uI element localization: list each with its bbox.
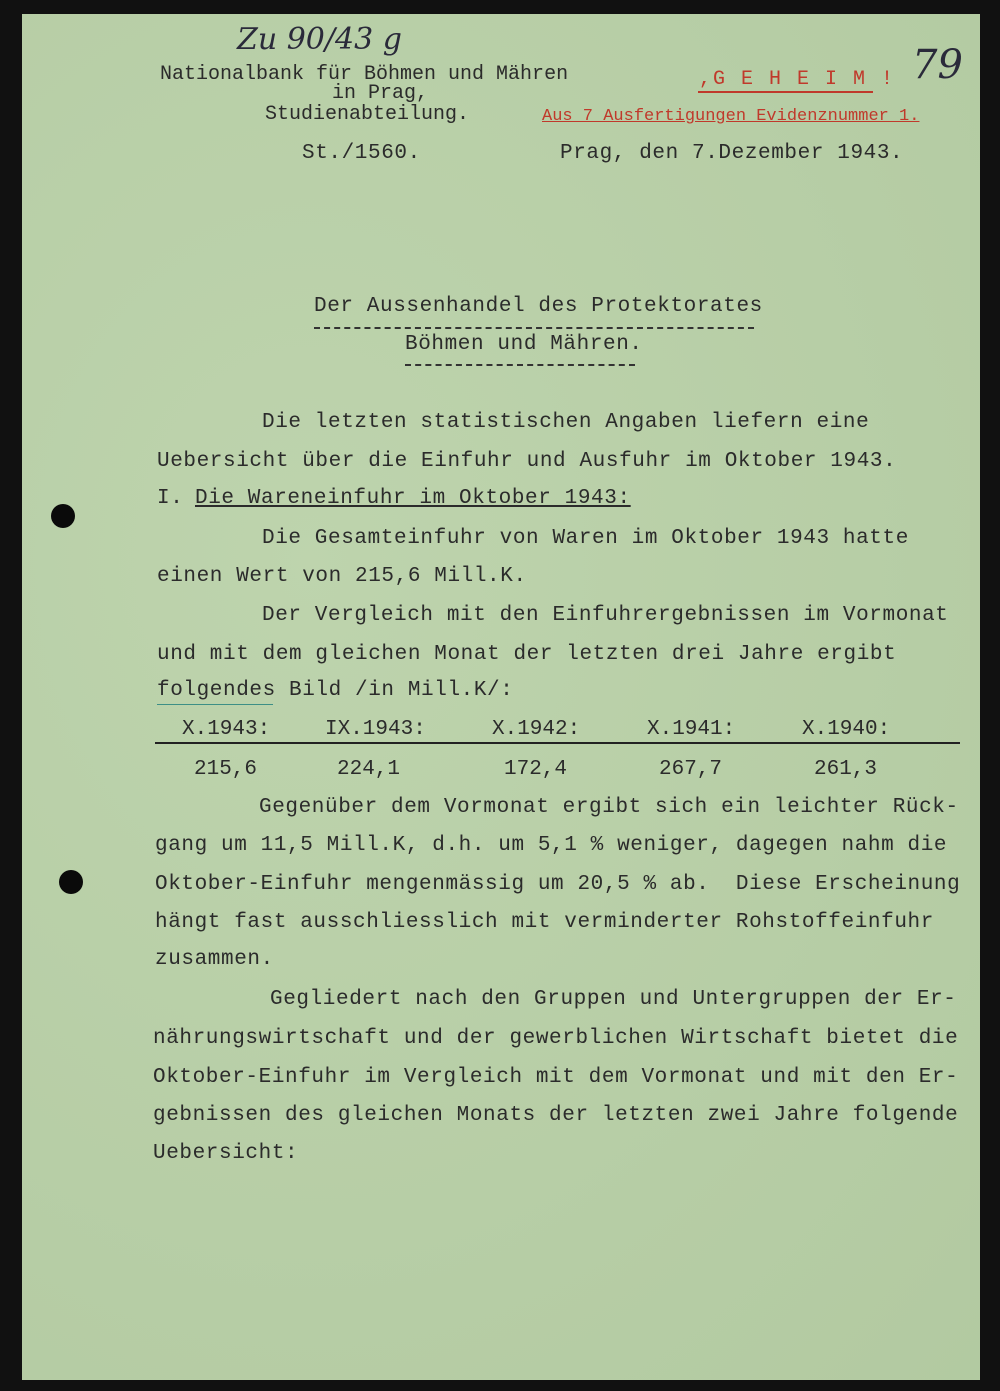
org-city: in Prag, [332,82,429,105]
table-rule [155,742,960,744]
table-header: X.1940: [802,718,891,741]
body-line: folgendes Bild /in Mill.K/: [157,679,514,702]
section-number: I. [157,487,184,510]
table-header: IX.1943: [325,718,426,741]
body-line: Die letzten statistischen Angaben liefern eine [262,411,870,434]
handwritten-file-ref: Zu 90/43 g [237,22,402,57]
secret-underline [698,91,873,93]
body-line: Oktober-Einfuhr im Vergleich mit dem Vormonat und mit den Er- [153,1066,959,1089]
document-date: Prag, den 7.Dezember 1943. [560,142,904,165]
table-value: 267,7 [659,758,723,781]
body-line: Der Vergleich mit den Einfuhrergebnissen im Vormonat [262,604,949,627]
table-header: X.1942: [492,718,581,741]
reference-number: St./1560. [302,142,421,165]
body-line: Uebersicht über die Einfuhr und Ausfuhr im Oktober 1943. [157,450,897,473]
handwritten-page-number: 79 [912,42,963,88]
secret-stamp: ,G E H E I M ! [699,68,896,91]
document-title-line1: Der Aussenhandel des Protektorates [314,295,763,318]
body-line: hängt fast ausschliesslich mit verminderter Rohstoffeinfuhr [155,911,934,934]
pencil-underline [157,704,273,705]
table-value: 215,6 [194,758,258,781]
org-name: Nationalbank für Böhmen und Mähren [160,63,569,86]
body-line: zusammen. [155,948,274,971]
table-header: X.1943: [182,718,271,741]
document-title-line2: Böhmen und Mähren. [405,333,643,356]
punch-hole [59,870,83,894]
table-header: X.1941: [647,718,736,741]
title-dashes [314,327,754,329]
body-line: Gegenüber dem Vormonat ergibt sich ein leichter Rück- [259,796,959,819]
document-page [22,14,980,1380]
body-line: gang um 11,5 Mill.K, d.h. um 5,1 % weniger, dagegen nahm die [155,834,948,857]
copies-note: Aus 7 Ausfertigungen Evidenznummer 1. [542,107,920,126]
body-line: Gegliedert nach den Gruppen und Untergruppen der Er- [270,988,957,1011]
body-line: einen Wert von 215,6 Mill.K. [157,565,527,588]
section-title: Die Wareneinfuhr im Oktober 1943: [195,487,631,510]
body-line: Oktober-Einfuhr mengenmässig um 20,5 % ab. Diese Erscheinung [155,873,961,896]
body-line: Uebersicht: [153,1142,299,1165]
title-dashes [405,364,635,366]
body-line: und mit dem gleichen Monat der letzten drei Jahre ergibt [157,643,897,666]
table-value: 172,4 [504,758,568,781]
body-line: nährungswirtschaft und der gewerblichen Wirtschaft bietet die [153,1027,959,1050]
body-line: gebnissen des gleichen Monats der letzten zwei Jahre folgende [153,1104,959,1127]
punch-hole [51,504,75,528]
body-line: Die Gesamteinfuhr von Waren im Oktober 1943 hatte [262,527,909,550]
table-value: 224,1 [337,758,401,781]
table-value: 261,3 [814,758,878,781]
org-department: Studienabteilung. [265,103,470,126]
